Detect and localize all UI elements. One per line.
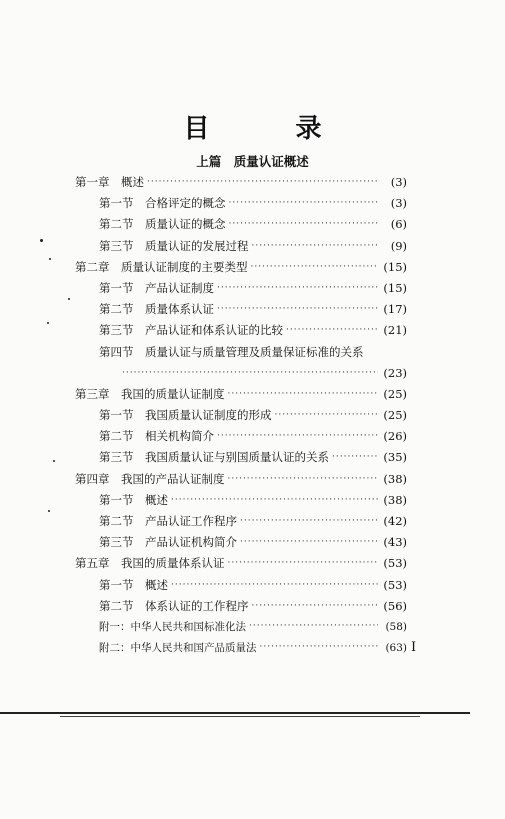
toc-entry-label: 第四节 质量认证与质量管理及质量保证标准的关系 [99, 344, 364, 359]
toc-entry-page: (21) [383, 323, 407, 338]
toc-entry-page: (23) [383, 365, 407, 380]
toc-entry-page: (17) [383, 302, 407, 317]
toc-entry-label: 第一章 概述 [75, 175, 144, 189]
toc-entry [75, 575, 407, 596]
dot-leader [275, 405, 379, 426]
toc-entry-label: 第二节 质量认证的概念 [99, 217, 226, 232]
toc-entry-page: (9) [390, 238, 407, 253]
toc-entry-label: 第二节 质量体系认证 [99, 302, 214, 317]
dot-leader [240, 511, 378, 532]
toc-entry-label: 第二节 体系认证的工作程序 [99, 598, 249, 613]
toc-entry-page: (38) [383, 471, 407, 486]
toc-entry-label: 第一节 合格评定的概念 [99, 196, 226, 211]
toc-entry-page: (15) [383, 259, 407, 274]
toc-entry-label: 第三节 产品认证机构简介 [99, 535, 237, 550]
dot-leader [252, 596, 379, 617]
toc-entry [75, 320, 407, 341]
dot-leader [217, 299, 378, 320]
toc-entry-label: 第四章 我国的产品认证制度 [75, 471, 225, 486]
dot-leader [240, 532, 378, 553]
toc-entry [75, 384, 407, 405]
toc-entry-label: 第五章 我国的质量体系认证 [75, 556, 225, 571]
toc-entry-label: 第二节 产品认证工作程序 [99, 514, 237, 528]
toc-entry [75, 278, 407, 299]
toc-entry-page: (58) [385, 620, 407, 633]
dot-leader [171, 575, 378, 596]
toc-entry [75, 299, 407, 320]
toc-entry-appendix [75, 638, 407, 659]
toc-entry-page: (3) [390, 196, 407, 211]
dot-leader [217, 426, 378, 447]
toc-entry [75, 511, 407, 532]
toc-entry-label: 第二节 相关机构简介 [99, 429, 214, 444]
dot-leader [228, 384, 379, 405]
toc-entry-page: (56) [383, 598, 407, 613]
toc-entry [75, 532, 407, 553]
toc-entry-page: (38) [383, 492, 407, 507]
toc-entry-page: (25) [383, 386, 407, 401]
part-heading: 上篇 质量认证概述 [196, 154, 309, 169]
toc-entry [75, 342, 407, 363]
dot-leader [229, 193, 379, 214]
toc-entry-label: 第一节 我国质量认证制度的形成 [99, 408, 272, 423]
toc-entry-page: (43) [383, 535, 407, 550]
toc-entry-page: (42) [383, 514, 407, 528]
toc-entry-appendix [75, 617, 407, 638]
dot-leader [251, 257, 379, 278]
scan-speck [49, 258, 51, 260]
scan-speck [68, 298, 70, 300]
scan-speck [48, 510, 50, 512]
toc-entry-page: (3) [390, 175, 407, 189]
toc-entry [75, 426, 407, 447]
toc-entry [75, 172, 407, 193]
toc-entry-page: (25) [383, 408, 407, 423]
toc-entry-label: 第三节 产品认证和体系认证的比较 [99, 323, 283, 338]
page-number: I [411, 640, 417, 655]
dot-leader [217, 278, 378, 299]
dot-leader [286, 320, 378, 341]
dot-leader [260, 637, 379, 658]
toc-entry-page: (53) [383, 556, 407, 571]
scan-speck [40, 239, 43, 242]
toc-entry [75, 405, 407, 426]
toc-entry-label: 第一节 概述 [99, 577, 168, 592]
dot-leader [228, 469, 379, 490]
toc-entry-label: 第三章 我国的质量认证制度 [75, 386, 225, 401]
dot-leader [147, 172, 378, 193]
scan-rule-line [0, 712, 470, 714]
toc-entry [75, 596, 407, 617]
toc-entry [75, 214, 407, 235]
toc-entry-label: 附二：中华人民共和国产品质量法 [99, 642, 257, 655]
dot-leader [228, 553, 379, 574]
toc-entry-continuation [75, 363, 407, 384]
toc-entry-label: 第三节 我国质量认证与别国质量认证的关系 [99, 450, 329, 465]
scan-rule-line [60, 716, 420, 717]
toc-entry [75, 193, 407, 214]
toc-entry-page: (35) [383, 450, 407, 465]
toc-entry-page: (63) [385, 642, 407, 655]
toc-entry-label: 第二章 质量认证制度的主要类型 [75, 259, 248, 274]
toc-list [75, 172, 407, 659]
scan-speck [47, 322, 49, 324]
toc-entry-page: (53) [383, 577, 407, 592]
dot-leader [122, 363, 378, 384]
dot-leader [252, 236, 379, 257]
toc-entry [75, 257, 407, 278]
toc-entry [75, 447, 407, 468]
toc-entry [75, 553, 407, 574]
dot-leader [229, 214, 379, 235]
scan-speck [53, 460, 55, 462]
dot-leader [249, 616, 378, 637]
toc-entry-page: (26) [383, 429, 407, 444]
toc-title: 目 录 [183, 114, 352, 144]
toc-entry-label: 附一：中华人民共和国标准化法 [99, 620, 246, 633]
toc-entry [75, 469, 407, 490]
toc-entry-page: (6) [390, 217, 407, 232]
dot-leader [171, 490, 378, 511]
toc-entry [75, 490, 407, 511]
toc-entry-page: (15) [383, 280, 407, 295]
toc-entry-label: 第一节 概述 [99, 492, 168, 507]
dot-leader [332, 447, 378, 468]
toc-entry-label: 第一节 产品认证制度 [99, 280, 214, 295]
toc-entry [75, 236, 407, 257]
toc-entry-label: 第三节 质量认证的发展过程 [99, 238, 249, 253]
